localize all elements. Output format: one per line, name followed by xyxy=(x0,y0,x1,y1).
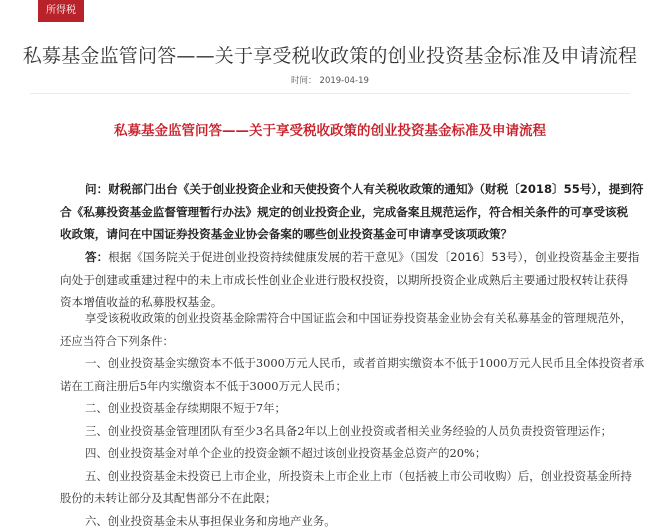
intro-line: 享受该税收政策的创业投资基金除需符合中国证监会和中国证券投资基金业协会有关私募基金的管理规范外， xyxy=(85,311,632,325)
condition-4: 四、创业投资基金对单个企业的投资金额不超过该创业投资基金总资产的20%； xyxy=(85,446,487,460)
intro-line: 还应当符合下列条件： xyxy=(60,333,174,348)
category-tag[interactable]: 所得税 xyxy=(38,0,84,22)
condition-5: 五、创业投资基金未投资已上市企业，所投资未上市企业上市（包括被上市公司收购）后，创业投资基金所持 xyxy=(85,468,632,483)
question-line: 合《私募投资基金监督管理暂行办法》规定的创业投资企业，完成备案且规范运作，符合相关条件的可享受该税 xyxy=(60,204,629,219)
time-value: 2019-04-19 xyxy=(319,76,369,86)
time-label: 时间： xyxy=(291,76,317,86)
question-line: 问：财税部门出台《关于创业投资企业和天使投资个人有关税收政策的通知》（财税〔2018〕55号），提到符 xyxy=(85,182,644,196)
answer-line-text: 答：根据《国务院关于促进创业投资持续健康发展的若干意见》（国发〔2016〕53号），创业投资基金主要指 xyxy=(85,250,640,264)
answer-line: 向处于创建或重建过程中的未上市成长性创业企业进行股权投资，以期所投资企业成熟后主要通过股权转让获得 xyxy=(60,272,629,287)
question-line: 收政策，请问在中国证券投资基金业协会备案的哪些创业投资基金可申请享受该项政策？ xyxy=(60,227,513,241)
top-bar xyxy=(0,0,660,24)
page-title: 私募基金监管问答——关于享受税收政策的创业投资基金标准及申请流程 xyxy=(22,45,638,67)
condition-3: 三、创业投资基金管理团队有至少3名具备2年以上创业投资或者相关业务经验的人员负责投资管理运作； xyxy=(85,423,613,438)
publish-time xyxy=(0,74,660,86)
answer-paragraph xyxy=(60,246,640,314)
condition-2: 二、创业投资基金存续期限不短于7年； xyxy=(85,401,286,415)
answer-line: 资本增值收益的私募股权基金。 xyxy=(60,295,223,309)
conditions-intro xyxy=(60,307,632,352)
condition-1-cont: 诺在工商注册后5年内实缴资本不低于3000万元人民币； xyxy=(60,378,347,393)
answer-line xyxy=(60,246,640,269)
question-paragraph xyxy=(60,178,644,246)
title-divider xyxy=(30,93,630,94)
condition-5-cont: 股份的未转让部分及其配售部分不在此限； xyxy=(60,491,277,505)
condition-6: 六、创业投资基金未从事担保业务和房地产业务。 xyxy=(85,513,336,528)
document-heading: 私募基金监管问答——关于享受税收政策的创业投资基金标准及申请流程 xyxy=(114,123,546,139)
answer-prefix: 答： xyxy=(85,250,109,264)
conditions-list xyxy=(60,352,645,530)
condition-1: 一、创业投资基金实缴资本不低于3000万元人民币，或者首期实缴资本不低于1000万元人民币且全体投资者承 xyxy=(85,356,645,370)
